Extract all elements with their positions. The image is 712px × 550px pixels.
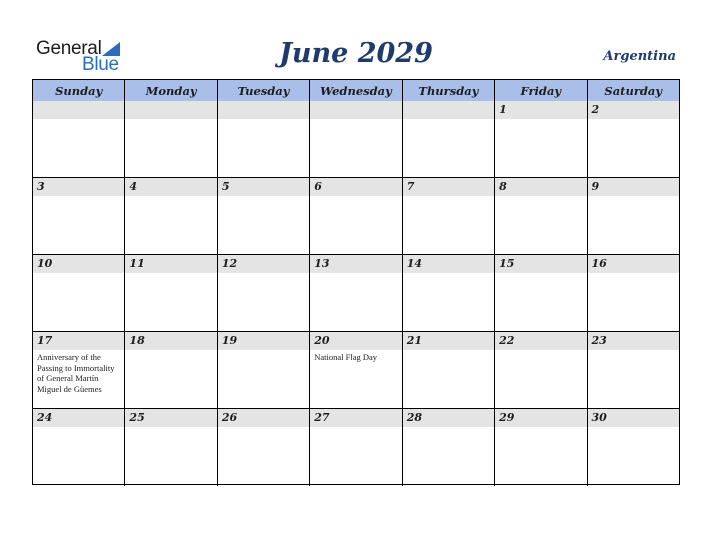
day-cell bbox=[33, 255, 125, 331]
day-number: 27 bbox=[314, 411, 330, 424]
day-number: 28 bbox=[406, 411, 422, 424]
day-number-band bbox=[310, 178, 401, 196]
day-number: 16 bbox=[591, 257, 607, 270]
day-number: 10 bbox=[37, 257, 53, 270]
day-cell bbox=[588, 332, 679, 408]
day-number: 21 bbox=[406, 334, 422, 347]
day-cell bbox=[588, 101, 679, 177]
day-cell bbox=[588, 409, 679, 486]
day-cell bbox=[33, 101, 125, 177]
day-cell bbox=[218, 255, 310, 331]
day-cell bbox=[403, 178, 495, 254]
day-number: 8 bbox=[499, 180, 507, 193]
day-cell bbox=[588, 178, 679, 254]
day-number: 18 bbox=[129, 334, 145, 347]
day-cell bbox=[495, 332, 587, 408]
day-cell bbox=[495, 409, 587, 486]
day-cell bbox=[403, 101, 495, 177]
weekday-header-row bbox=[33, 80, 679, 102]
day-cell bbox=[310, 101, 402, 177]
day-cell bbox=[495, 178, 587, 254]
day-number-band bbox=[403, 101, 494, 119]
day-number-band bbox=[495, 178, 586, 196]
day-cell bbox=[218, 409, 310, 486]
weekday-header-sunday: Sunday bbox=[33, 80, 125, 101]
day-event: National Flag Day bbox=[314, 352, 378, 362]
day-number-band bbox=[218, 101, 309, 119]
day-number-band bbox=[218, 178, 309, 196]
day-cell bbox=[403, 409, 495, 486]
day-cell bbox=[33, 178, 125, 254]
day-number: 30 bbox=[591, 411, 607, 424]
day-event: Anniversary of the Passing to Immortality of General Martín Miguel de Güemes bbox=[37, 352, 115, 394]
week-row bbox=[33, 255, 679, 332]
day-number: 6 bbox=[314, 180, 322, 193]
day-cell bbox=[218, 178, 310, 254]
day-number: 12 bbox=[221, 257, 238, 270]
day-cell bbox=[125, 409, 217, 486]
day-number-band bbox=[588, 101, 679, 119]
day-number: 22 bbox=[499, 334, 515, 347]
weekday-header-tuesday: Tuesday bbox=[218, 80, 310, 101]
day-cell bbox=[403, 332, 495, 408]
day-number: 17 bbox=[37, 334, 53, 347]
day-number-band bbox=[588, 178, 679, 196]
day-number: 19 bbox=[221, 334, 238, 347]
day-number-band bbox=[125, 101, 216, 119]
day-number: 29 bbox=[499, 411, 515, 424]
day-cell bbox=[310, 409, 402, 486]
day-cell bbox=[125, 255, 217, 331]
day-number-band bbox=[403, 178, 494, 196]
day-number-band bbox=[310, 101, 401, 119]
calendar-title: June 2029 bbox=[279, 38, 433, 69]
day-cell bbox=[218, 101, 310, 177]
day-cell bbox=[310, 178, 402, 254]
weekday-header-monday: Monday bbox=[125, 80, 217, 101]
week-row bbox=[33, 332, 679, 409]
weekday-header-wednesday: Wednesday bbox=[310, 80, 402, 101]
day-number-band bbox=[33, 101, 124, 119]
day-cell bbox=[588, 255, 679, 331]
country-name: Argentina bbox=[603, 49, 676, 64]
day-number: 11 bbox=[129, 257, 145, 270]
logo-blue-text: Blue bbox=[82, 54, 119, 75]
day-number: 13 bbox=[314, 257, 330, 270]
day-number: 25 bbox=[129, 411, 145, 424]
day-number: 14 bbox=[406, 257, 422, 270]
day-number: 1 bbox=[499, 103, 507, 116]
week-row bbox=[33, 409, 679, 486]
day-cell bbox=[310, 332, 402, 408]
day-cell bbox=[33, 332, 125, 408]
day-number: 20 bbox=[314, 334, 330, 347]
day-cell bbox=[403, 255, 495, 331]
day-number: 23 bbox=[591, 334, 607, 347]
weekday-header-thursday: Thursday bbox=[403, 80, 495, 101]
day-number: 3 bbox=[37, 180, 45, 193]
day-cell bbox=[125, 178, 217, 254]
day-number: 4 bbox=[129, 180, 138, 193]
weekday-header-saturday: Saturday bbox=[604, 84, 663, 98]
day-cell bbox=[125, 101, 217, 177]
day-number-band bbox=[495, 101, 586, 119]
day-number: 26 bbox=[221, 411, 238, 424]
week-row bbox=[33, 178, 679, 255]
week-row bbox=[33, 101, 679, 178]
logo-general-text: General bbox=[36, 38, 102, 59]
day-number: 15 bbox=[499, 257, 515, 270]
calendar-grid bbox=[32, 79, 680, 485]
day-number: 2 bbox=[591, 103, 600, 116]
day-cell bbox=[495, 255, 587, 331]
day-cell bbox=[218, 332, 310, 408]
day-number-band bbox=[33, 178, 124, 196]
day-number: 24 bbox=[37, 411, 53, 424]
day-number-band bbox=[125, 178, 216, 196]
day-cell bbox=[33, 409, 125, 486]
day-cell bbox=[125, 332, 217, 408]
day-cell bbox=[310, 255, 402, 331]
day-number: 5 bbox=[221, 180, 230, 193]
day-cell bbox=[495, 101, 587, 177]
day-number: 9 bbox=[591, 180, 600, 193]
weekday-header-friday: Friday bbox=[495, 80, 587, 101]
day-number: 7 bbox=[406, 180, 415, 193]
